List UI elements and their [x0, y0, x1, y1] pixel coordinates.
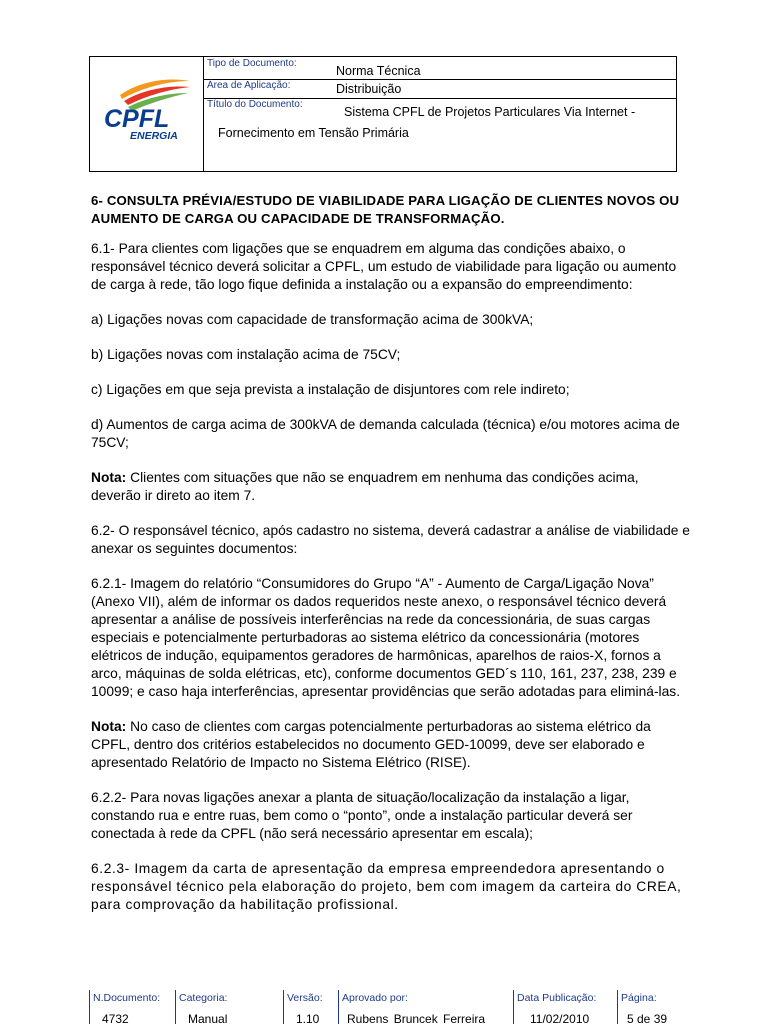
footer-ndoc — [89, 990, 176, 1024]
item-a: a) Ligações novas com capacidade de transformação acima de 300kVA; — [91, 312, 534, 327]
titulo-row — [204, 98, 676, 172]
paragraph-6-2-1: 6.2.1- Imagem do relatório “Consumidores do Grupo “A” - Aumento de Carga/Ligação Nova” (Anexo VII), além de informar os dados requeridos neste anexo, o responsável técnico deverá apresentar a análise de possíveis interferências na rede da concessionária, de suas cargas especiais e potencialmente perturbadoras ao sistema elétrico da concessionária (motores elétricos de indução, equipamentos geradores de harmônicas, aparelhos de raios-X, fornos a arco, máquinas de solda elétricas, etc), conforme documentos GED´s 110, 161, 237, 238, 239 e 10099; e caso haja interferências, apresentar providências que serão adotadas para eliminá-las. — [91, 576, 681, 699]
item-c: c) Ligações em que seja prevista a instalação de disjuntores com rele indireto; — [91, 382, 570, 397]
tipo-value: Norma Técnica — [336, 64, 421, 78]
area-label: Área de Aplicação: — [207, 80, 291, 91]
item-b: b) Ligações novas com instalação acima de 75CV; — [91, 347, 401, 362]
logo-cell — [90, 57, 204, 171]
pagina-label: Página: — [621, 992, 657, 1004]
categoria-label: Categoria: — [179, 992, 228, 1004]
nota-2-label: Nota: — [91, 719, 127, 734]
aprovado-value: Rubens Bruncek Ferreira — [347, 1012, 486, 1026]
section-heading: 6- CONSULTA PRÉVIA/ESTUDO DE VIABILIDADE PARA LIGAÇÃO DE CLIENTES NOVOS OU AUMENTO DE CARGA OU CAPACIDADE DE TRANSFORMAÇÃO. — [91, 193, 680, 226]
nota-1-text: Clientes com situações que não se enquadrem em nenhuma das condições acima, deverão ir direto ao item 7. — [91, 470, 639, 503]
area-value: Distribuição — [336, 82, 402, 96]
area-row — [204, 79, 676, 99]
logo-sub: ENERGIA — [130, 130, 178, 142]
versao-value: 1.10 — [296, 1012, 320, 1026]
nota-1-label: Nota: — [91, 470, 127, 485]
footer-categoria — [175, 990, 284, 1024]
ndoc-label: N.Documento: — [93, 992, 161, 1004]
logo-name: CPFL — [104, 105, 170, 133]
versao-label: Versão: — [287, 992, 323, 1004]
footer-versao — [283, 990, 339, 1024]
tipo-label: Tipo de Documento: — [207, 58, 297, 69]
data-value: 11/02/2010 — [530, 1012, 590, 1026]
paragraph-6-2-3: 6.2.3- Imagem da carta de apresentação da empresa empreendedora apresentando o responsável técnico pela elaboração do projeto, bem com imagem da carteira do CREA, para comprovação da habilitação profissional. — [91, 861, 682, 912]
categoria-value: Manual — [188, 1012, 228, 1026]
aprovado-label: Aprovado por: — [342, 992, 408, 1004]
tipo-row — [204, 57, 676, 80]
titulo-line2: Fornecimento em Tensão Primária — [218, 126, 409, 140]
paragraph-6-1: 6.1- Para clientes com ligações que se enquadrem em alguma das condições abaixo, o responsável técnico deverá solicitar a CPFL, um estudo de viabilidade para ligação ou aumento de carga à rede, tão logo fique definida a instalação ou a expansão do empreendimento: — [91, 241, 677, 292]
cpfl-logo — [98, 71, 196, 151]
footer-data — [513, 990, 618, 1024]
titulo-line1: Sistema CPFL de Projetos Particulares Via Internet - — [344, 105, 636, 119]
nota-2 — [91, 718, 691, 772]
paragraph-6-2: 6.2- O responsável técnico, após cadastro no sistema, deverá cadastrar a análise de viabilidade e anexar os seguintes documentos: — [91, 523, 690, 556]
nota-1 — [91, 469, 691, 505]
document-header — [89, 56, 677, 172]
data-label: Data Publicação: — [517, 992, 597, 1004]
nota-2-text: No caso de clientes com cargas potencialmente perturbadoras ao sistema elétrico da CPFL, dentro dos critérios estabelecidos no documento GED-10099, deve ser elaborado e apresentado Relatório de Impacto no Sistema Elétrico (RISE). — [91, 719, 651, 770]
ndoc-value: 4732 — [102, 1012, 129, 1026]
pagina-value: 5 de 39 — [627, 1012, 668, 1026]
document-footer — [89, 990, 689, 1024]
titulo-label: Título do Documento: — [207, 99, 303, 110]
document-body — [91, 192, 691, 931]
item-d: d) Aumentos de carga acima de 300kVA de demanda calculada (técnica) e/ou motores acima de 75CV; — [91, 417, 680, 450]
footer-aprovado — [338, 990, 514, 1024]
footer-pagina — [617, 990, 688, 1024]
paragraph-6-2-2: 6.2.2- Para novas ligações anexar a planta de situação/localização da instalação a ligar, constando rua e entre ruas, bem como o “ponto”, onde a instalação particular deverá ser conectada à rede da CPFL (não será necessário apresentar em escala); — [91, 790, 633, 841]
